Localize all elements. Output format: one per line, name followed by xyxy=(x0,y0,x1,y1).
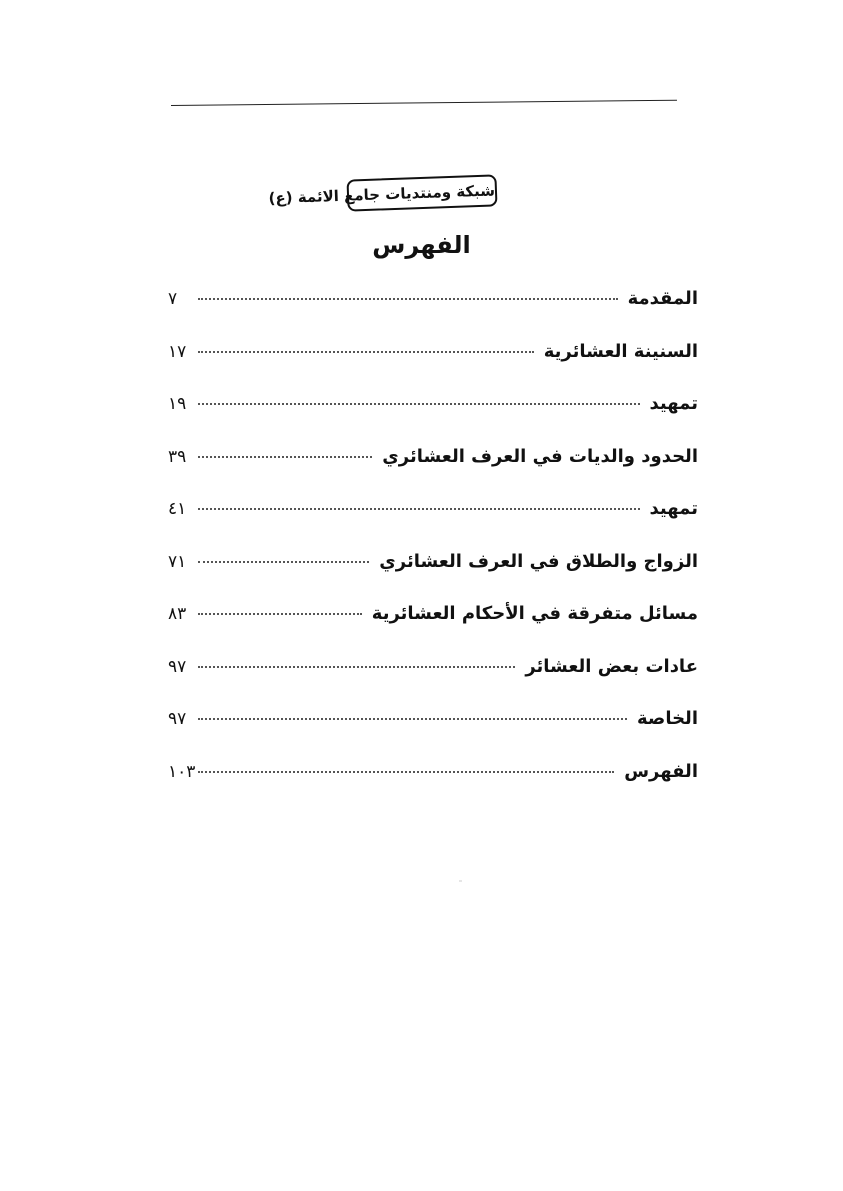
toc-entry-title: الحدود والديات في العرف العشائري xyxy=(382,445,698,467)
toc-entry-title: الخاصة xyxy=(637,708,698,729)
toc-entry[interactable] xyxy=(168,442,698,495)
scan-artifact xyxy=(459,880,462,882)
dot-leader xyxy=(198,351,534,353)
dot-leader xyxy=(198,403,640,405)
dot-leader xyxy=(198,298,618,300)
dot-leader xyxy=(198,508,640,510)
page-title: الفهرس xyxy=(372,231,471,259)
dot-leader xyxy=(198,666,515,668)
toc-entry-page-number: ١٩ xyxy=(168,394,187,414)
toc-entry-page-number: ٩٧ xyxy=(168,709,187,729)
dot-leader xyxy=(198,613,362,615)
toc-entry-page-number: ٧١ xyxy=(168,551,187,572)
toc-entry[interactable] xyxy=(168,494,698,547)
toc-entry-page-number: ٧ xyxy=(168,289,178,309)
toc-entry-page-number: ٩٧ xyxy=(168,656,187,677)
dot-leader xyxy=(198,561,369,563)
toc-entry[interactable] xyxy=(168,547,698,600)
toc-entry-title: السنينة العشائرية xyxy=(543,340,698,362)
toc-entry-page-number: ١٠٣ xyxy=(168,761,196,782)
toc-entry-title: تمهيد xyxy=(649,393,698,414)
toc-entry-title: الزواج والطلاق في العرف العشائري xyxy=(379,550,698,572)
toc-entry[interactable] xyxy=(168,337,698,390)
toc-entry[interactable] xyxy=(168,284,698,337)
toc-entry-title: مسائل متفرقة في الأحكام العشائرية xyxy=(371,603,698,624)
dot-leader xyxy=(198,718,627,720)
toc-entry-page-number: ٤١ xyxy=(168,499,187,519)
toc-entry-page-number: ٣٩ xyxy=(168,446,187,467)
toc-entry[interactable] xyxy=(168,389,698,442)
watermark-stamp: شبكة ومنتديات جامع الائمة (ع) xyxy=(346,174,497,211)
dot-leader xyxy=(198,771,614,773)
toc-entry[interactable] xyxy=(168,599,698,652)
toc-entry-title: المقدمة xyxy=(627,288,698,309)
toc-entry-page-number: ١٧ xyxy=(168,341,187,362)
header-rule xyxy=(171,100,677,106)
toc-entry[interactable] xyxy=(168,757,698,810)
toc-entry[interactable] xyxy=(168,652,698,705)
toc-entry-title: تمهيد xyxy=(649,498,698,519)
table-of-contents xyxy=(168,284,698,809)
dot-leader xyxy=(198,456,372,458)
toc-entry-title: عادات بعض العشائر xyxy=(525,655,698,677)
toc-entry-title: الفهرس xyxy=(624,760,698,782)
toc-entry-page-number: ٨٣ xyxy=(168,604,187,624)
toc-entry[interactable] xyxy=(168,704,698,757)
